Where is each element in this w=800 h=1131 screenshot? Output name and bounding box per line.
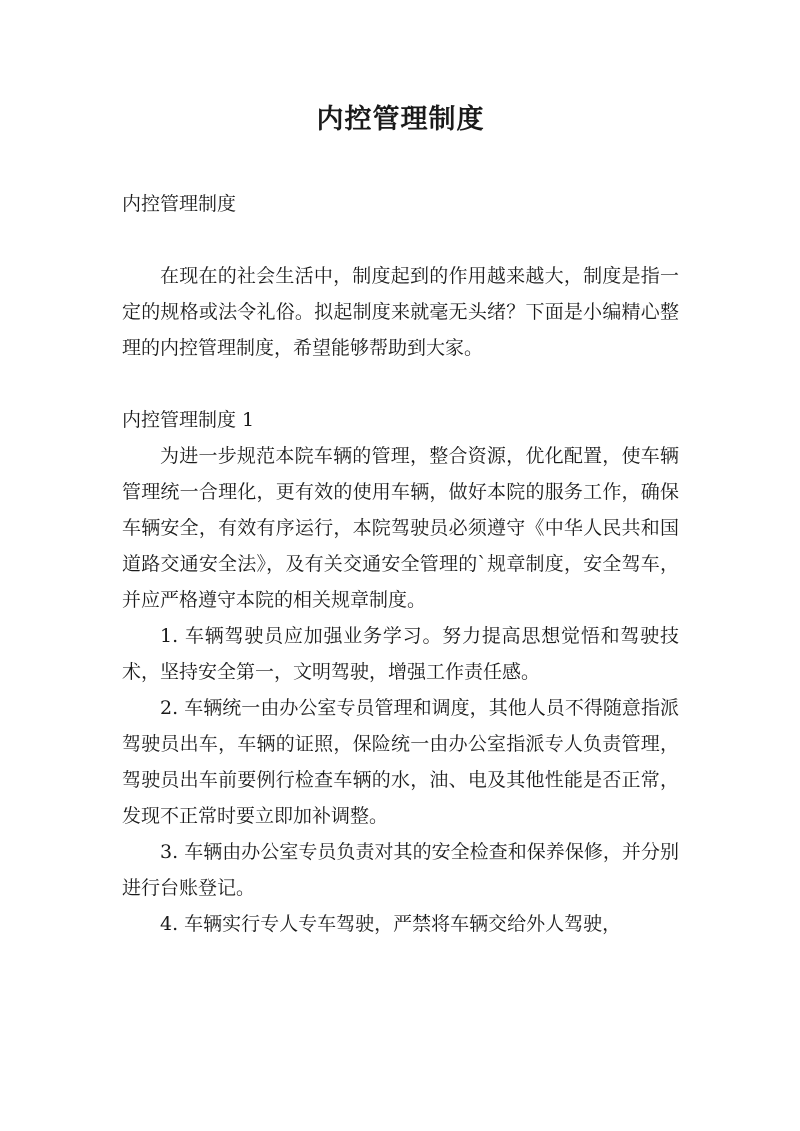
body-paragraph-item-4: 4. 车辆实行专人专车驾驶，严禁将车辆交给外人驾驶，: [160, 913, 622, 935]
body-paragraph-preamble: 为进一步规范本院车辆的管理，整合资源，优化配置，使车辆管理统一合理化，更有效的使用车辆，做好本院的服务工作，确保车辆安全，有效有序运行，本院驾驶员必须遵守《中华人民共和国道路交通安全法》，及有关交通安全管理的`规章制度，安全驾车，并应严格遵守本院的相关规章制度。: [122, 445, 679, 611]
body-paragraph-item-2: 2. 车辆统一由办公室专员管理和调度，其他人员不得随意指派驾驶员出车，车辆的证照，保险统一由办公室指派专人负责管理，驾驶员出车前要例行检查车辆的水，油、电及其他性能是否正常，发现不正常时要立即加补调整。: [122, 697, 679, 827]
document-subtitle: 内控管理制度: [122, 193, 237, 215]
body-paragraph-item-3: 3. 车辆由办公室专员负责对其的安全检查和保养保修，并分别进行台账登记。: [122, 841, 679, 899]
intro-paragraph: 在现在的社会生活中，制度起到的作用越来越大，制度是指一定的规格或法令礼俗。拟起制度来就毫无头绪？下面是小编精心整理的内控管理制度，希望能够帮助到大家。: [122, 265, 679, 359]
section-heading: 内控管理制度 1: [122, 409, 255, 431]
document-title: 内控管理制度: [316, 104, 485, 135]
body-paragraph-item-1: 1. 车辆驾驶员应加强业务学习。努力提高思想觉悟和驾驶技术，坚持安全第一，文明驾驶，增强工作责任感。: [122, 625, 679, 683]
